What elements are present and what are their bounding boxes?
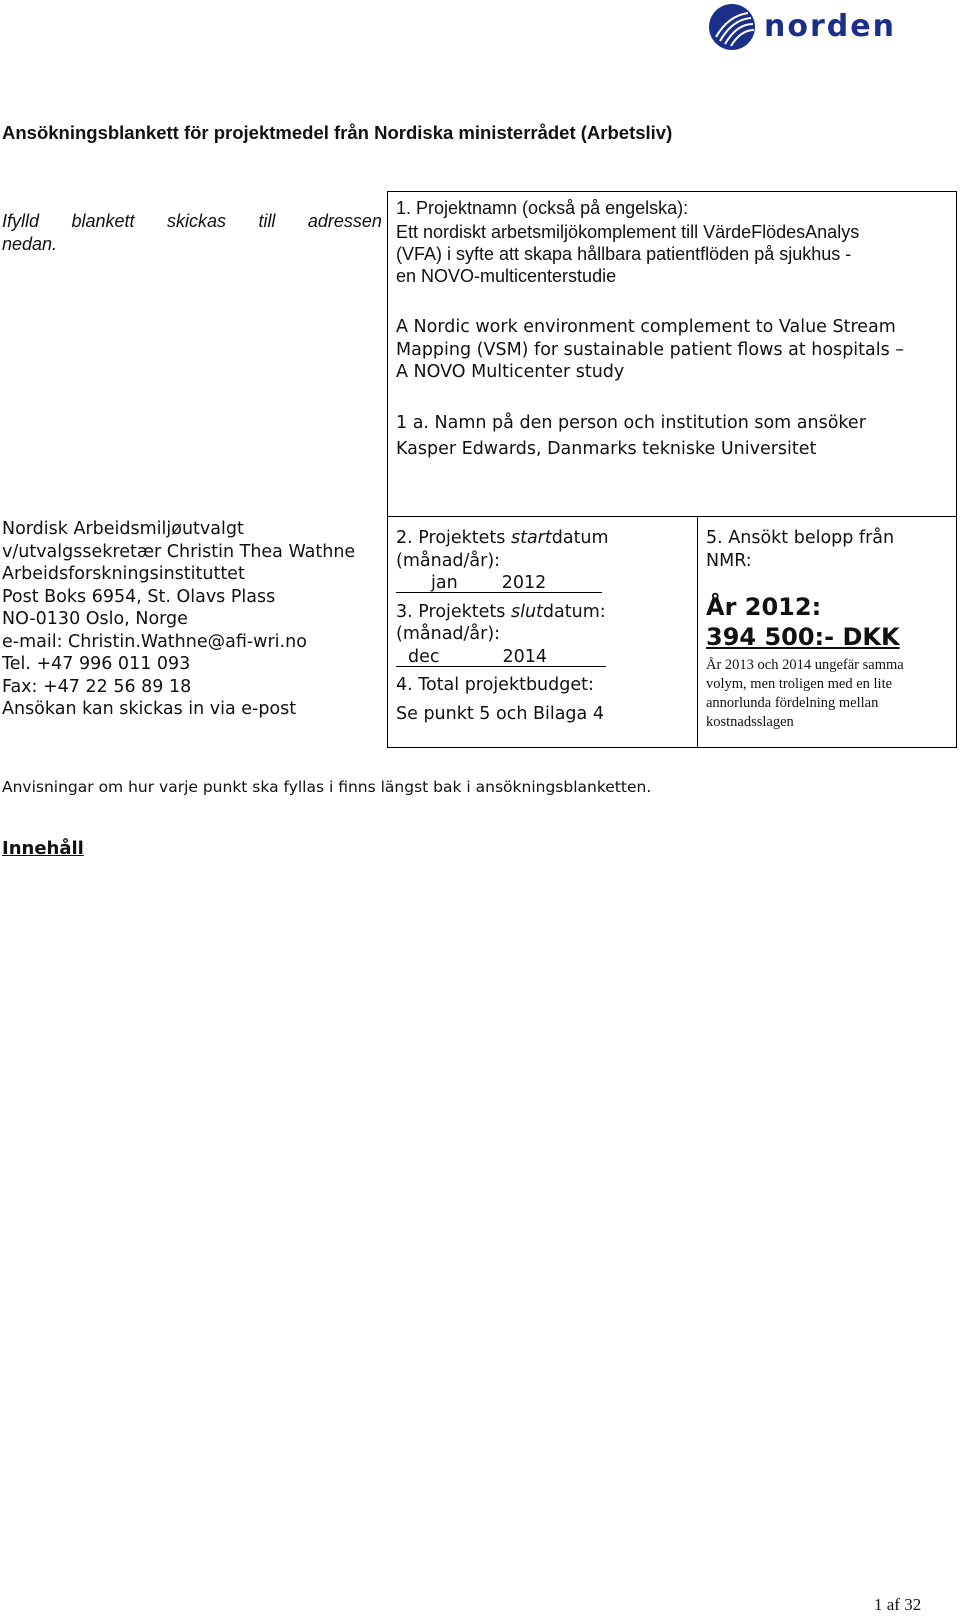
instructions-text: Anvisningar om hur varje punkt ska fyllas i finns längst bak i ansökningsblanketten.: [2, 778, 652, 796]
amount-value: 394 500:- DKK: [706, 623, 900, 651]
address-line: Fax: +47 22 56 89 18: [2, 676, 192, 697]
dates-cell: [388, 517, 698, 747]
fill-note-word: blankett: [71, 211, 135, 231]
page-title: Ansökningsblankett för projektmedel från Nordiska ministerrådet (Arbetsliv): [2, 122, 673, 143]
address-line: Arbeidsforskningsinstituttet: [2, 564, 245, 584]
project-name-en-line: A NOVO Multicenter study: [396, 362, 625, 382]
fill-note-word: Ifylld: [2, 211, 40, 231]
address-line: v/utvalgssekretær Christin Thea Wathne: [2, 541, 356, 562]
logo-text: norden: [764, 9, 896, 44]
start-date-value: jan 2012: [396, 572, 697, 595]
amount-year-label: År 2012:: [706, 593, 822, 621]
applicant-value: Kasper Edwards, Danmarks tekniske Universitet: [396, 439, 817, 459]
amount-heading: 5. Ansökt belopp från NMR:: [706, 528, 895, 571]
address-email: e-mail: Christin.Wathne@afi-wri.no: [2, 631, 307, 652]
address-line: Ansökan kan skickas in via e-post: [2, 699, 297, 719]
address-line: Nordisk Arbeidsmiljøutvalgt: [2, 519, 244, 539]
fill-note-line2: nedan.: [2, 234, 58, 254]
address-block: [2, 518, 382, 721]
norden-swan-logo-icon: [708, 3, 756, 51]
project-name-en-line: A Nordic work environment complement to Value Stream: [396, 317, 896, 337]
project-name-sv-line: Ett nordiskt arbetsmiljökomplement till VärdeFlödesAnalys: [396, 222, 860, 242]
fill-note-word: till: [258, 211, 276, 231]
fill-note-word: adressen: [307, 211, 382, 231]
start-date-label: 2. Projektets startdatum: [396, 528, 609, 548]
project-name-en-line: Mapping (VSM) for sustainable patient flows at hospitals –: [396, 339, 905, 360]
amount-cell: [698, 517, 956, 747]
address-line: Tel. +47 996 011 093: [2, 654, 191, 674]
details-row: [387, 516, 957, 748]
end-date-value: dec 2014: [396, 646, 697, 669]
start-month-year-label: (månad/år):: [396, 550, 501, 571]
project-heading: 1. Projektnamn (också på engelska):: [396, 198, 689, 218]
budget-value: Se punkt 5 och Bilaga 4: [396, 703, 604, 724]
amount-note: År 2013 och 2014 ungefär samma volym, men troligen med en lite annorlunda fördelning mellan kostnadsslagen: [706, 657, 904, 730]
project-name-sv-line: (VFA) i syfte att skapa hållbara patientflöden på sjukhus -: [396, 244, 852, 264]
fill-note: [2, 210, 382, 256]
page-number: 1 af 32: [874, 1595, 922, 1614]
end-month-year-label: (månad/år):: [396, 624, 501, 644]
contents-heading: Innehåll: [2, 838, 84, 859]
address-line: Post Boks 6954, St. Olavs Plass: [2, 586, 276, 607]
budget-label: 4. Total projektbudget:: [396, 675, 594, 695]
fill-note-word: skickas: [166, 211, 226, 231]
header-logo: [708, 3, 896, 51]
end-date-label: 3. Projektets slutdatum:: [396, 601, 606, 622]
address-line: NO-0130 Oslo, Norge: [2, 609, 188, 629]
project-name-box: [387, 191, 957, 517]
applicant-heading: 1 a. Namn på den person och institution som ansöker: [396, 412, 866, 433]
project-name-sv-line: en NOVO-multicenterstudie: [396, 266, 617, 286]
